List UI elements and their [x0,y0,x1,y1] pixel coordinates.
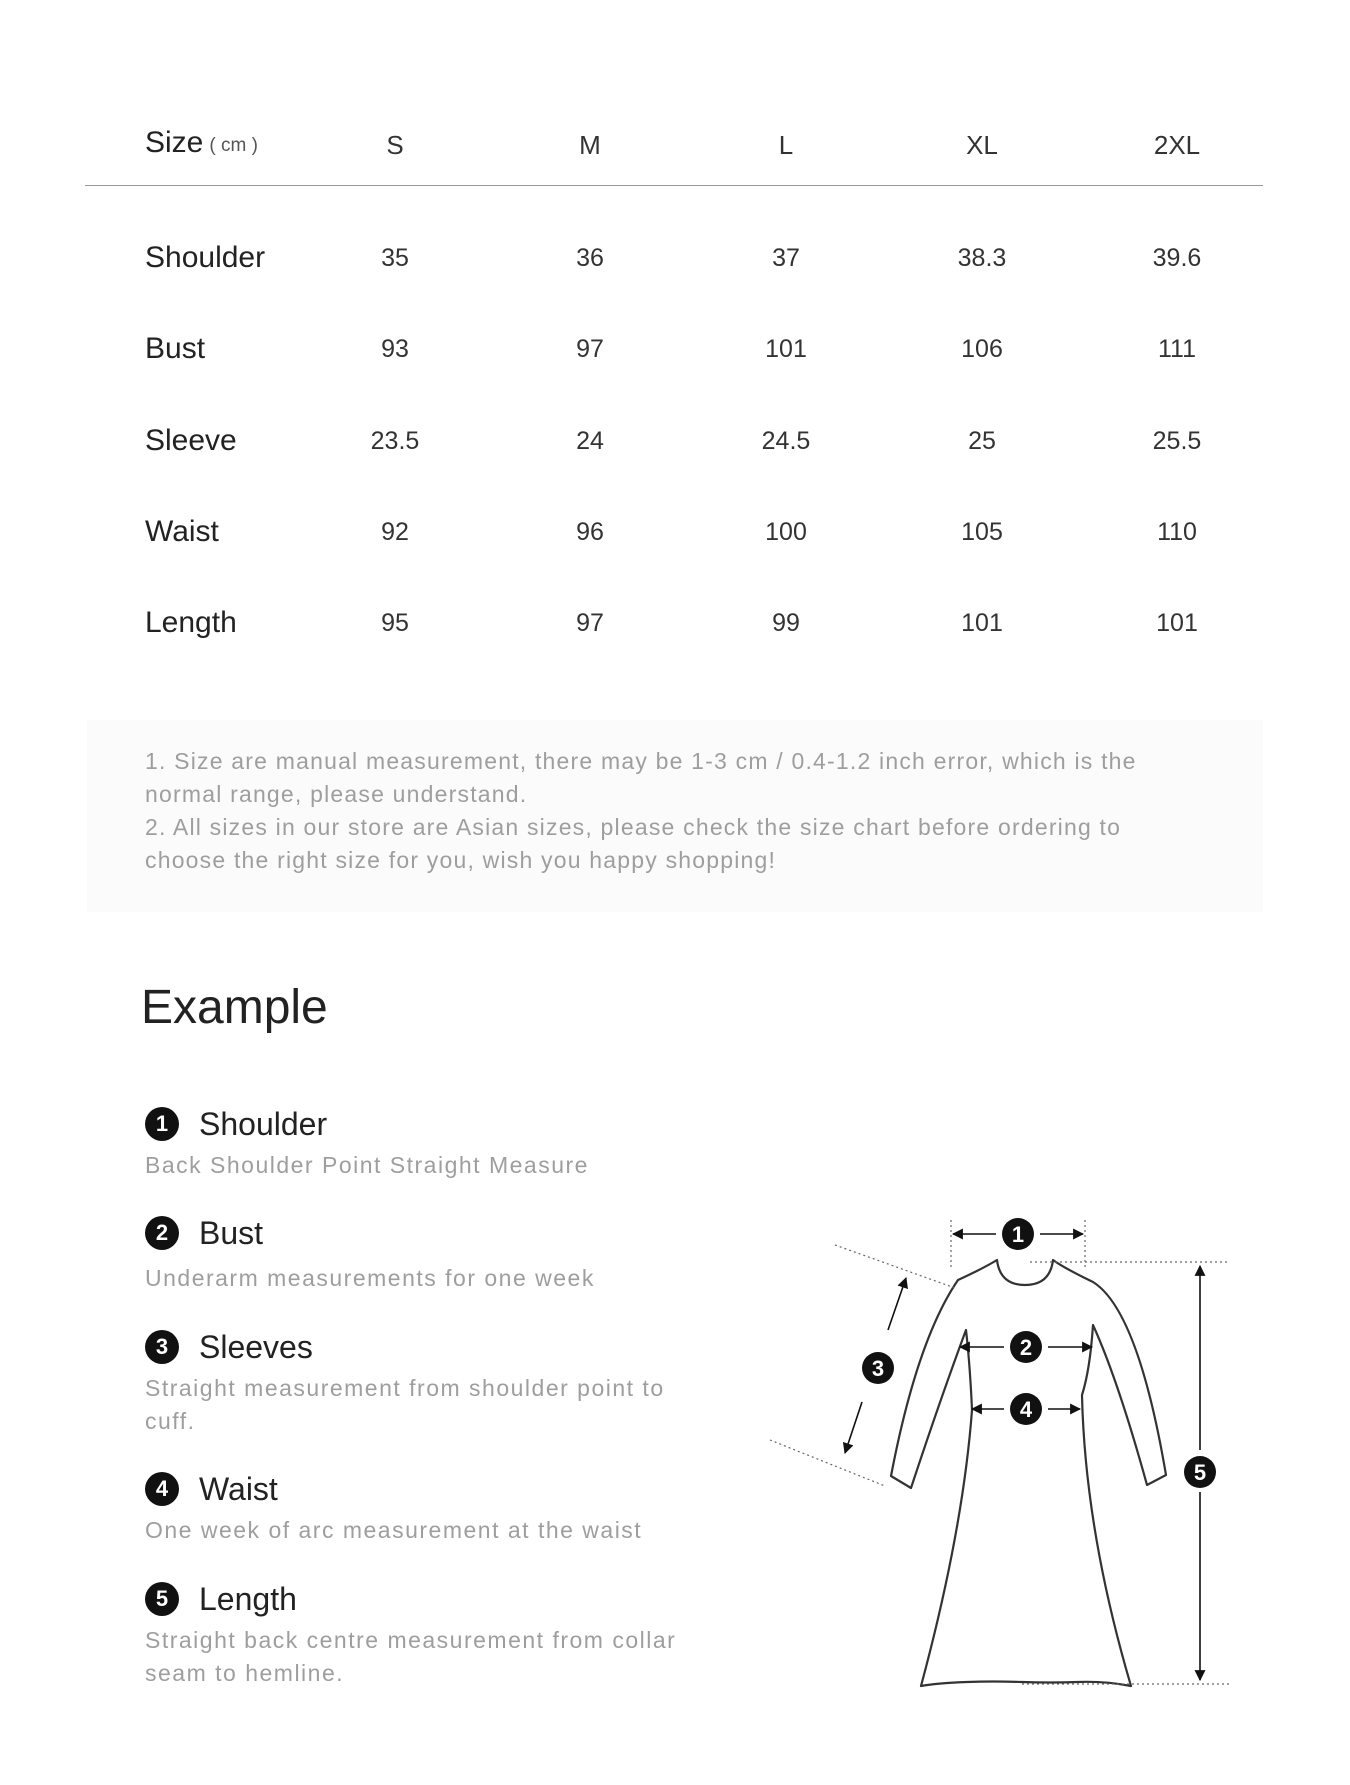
example-item-description: Straight measurement from shoulder point to cuff. [145,1375,665,1434]
svg-text:2: 2 [1019,1335,1033,1360]
dress-measurement-diagram [760,1190,1260,1690]
number-badge-icon: 4 [145,1472,179,1506]
table-cell: 35 [381,244,409,272]
table-cell: 95 [381,609,409,637]
table-cell: 101 [1156,609,1198,637]
table-cell: 92 [381,518,409,546]
diagram-marker-2 [1010,1331,1042,1363]
table-cell: 37 [772,244,800,272]
size-col-l: L [778,130,794,160]
table-cell: 39.6 [1152,244,1202,272]
example-item-waist [145,1470,745,1547]
table-cell: 99 [772,609,800,637]
table-cell: 24.5 [761,427,811,455]
table-cell: 97 [576,609,604,637]
row-label-waist: Waist [145,515,219,548]
table-cell: 25.5 [1152,427,1202,455]
example-item-description: Underarm measurements for one week [145,1265,595,1291]
table-cell: 38.3 [957,244,1007,272]
row-label-bust: Bust [145,332,206,365]
size-header-label: Size ( cm ) [145,126,258,159]
row-label-shoulder: Shoulder [145,241,266,274]
table-cell: 101 [961,609,1003,637]
diagram-marker-3 [862,1352,894,1384]
note-1: 1. Size are manual measurement, there may be 1-3 cm / 0.4-1.2 inch error, which is the normal range, please understand. [145,748,1137,807]
table-cell: 36 [576,244,604,272]
diagram-marker-4 [1010,1393,1042,1425]
header-divider [85,185,1263,186]
example-item-description: Straight back centre measurement from collar seam to hemline. [145,1627,677,1686]
row-label-sleeve: Sleeve [145,424,237,457]
table-cell: 97 [576,335,604,363]
example-item-description: Back Shoulder Point Straight Measure [145,1152,589,1178]
diagram-marker-5 [1184,1456,1216,1488]
example-item-title: Waist [199,1470,278,1507]
table-cell: 111 [1157,335,1196,363]
table-cell: 96 [576,518,604,546]
example-item-title: Shoulder [199,1105,328,1142]
table-cell: 93 [381,335,409,363]
size-notes [87,720,1263,912]
note-2: 2. All sizes in our store are Asian sizes, please check the size chart before ordering to choose the right size for you, wish you happy shopping! [145,814,1122,873]
size-col-xl: XL [966,130,998,160]
table-cell: 100 [765,518,807,546]
example-item-title: Bust [199,1214,264,1251]
table-cell: 110 [1157,518,1197,546]
size-col-2xl: 2XL [1153,130,1201,160]
table-cell: 24 [576,427,604,455]
svg-text:1: 1 [1011,1222,1025,1247]
example-item-shoulder [145,1105,745,1182]
row-label-length: Length [145,606,237,639]
example-item-sleeves [145,1328,745,1438]
number-badge-icon: 3 [145,1330,179,1364]
example-item-description: One week of arc measurement at the waist [145,1517,643,1543]
diagram-marker-1 [1002,1218,1034,1250]
size-unit: ( cm ) [209,135,258,156]
table-cell: 23.5 [370,427,420,455]
svg-text:4: 4 [1019,1397,1033,1422]
example-item-length [145,1580,745,1690]
svg-text:3: 3 [871,1356,885,1381]
size-table [0,0,1350,660]
example-item-title: Length [199,1580,297,1617]
table-cell: 101 [765,335,807,363]
number-badge-icon: 2 [145,1216,179,1250]
size-col-m: M [579,130,601,160]
number-badge-icon: 1 [145,1107,179,1141]
table-cell: 25 [968,427,996,455]
example-title: Example [141,981,328,1034]
table-cell: 105 [961,518,1003,546]
example-item-bust [145,1214,745,1295]
size-col-s: S [386,130,404,160]
number-badge-icon: 5 [145,1582,179,1616]
dress-outline [891,1260,1166,1686]
example-item-title: Sleeves [199,1328,313,1365]
table-cell: 106 [961,335,1003,363]
svg-text:5: 5 [1193,1460,1207,1485]
